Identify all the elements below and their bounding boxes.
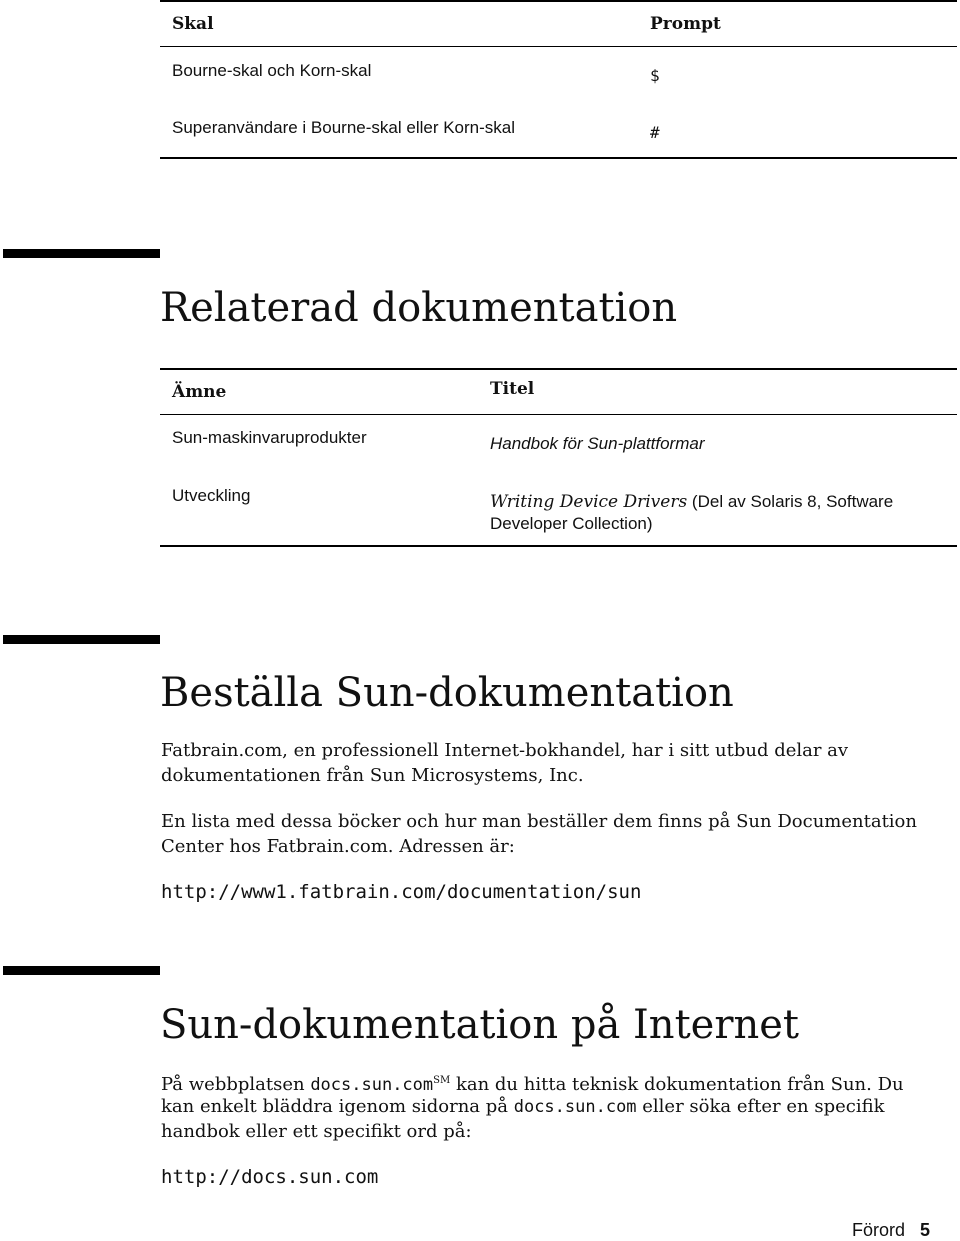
table-cell-shell: Superanvändare i Bourne-skal eller Korn-skal — [172, 118, 516, 137]
text: kan du hitta teknisk dokumentation från Sun. Du — [450, 1074, 904, 1095]
service-mark: SM — [433, 1075, 451, 1086]
paragraph-line: handbok eller ett specifikt ord på: — [161, 1121, 472, 1142]
table-cell-prompt: # — [650, 123, 660, 142]
paragraph-line: Center hos Fatbrain.com. Adressen är: — [161, 836, 515, 857]
docs-url[interactable]: http://docs.sun.com — [161, 1166, 379, 1188]
table-cell-title: Handbok för Sun-plattformar — [490, 434, 705, 453]
text: kan enkelt bläddra igenom sidorna på — [161, 1096, 514, 1117]
order-url[interactable]: http://www1.fatbrain.com/documentation/sun — [161, 881, 642, 903]
table-cell-prompt: $ — [650, 66, 660, 85]
page-number: 5 — [919, 1220, 930, 1240]
section-bar — [3, 249, 160, 258]
table-cell-shell: Bourne-skal och Korn-skal — [172, 61, 372, 80]
site-name[interactable]: docs.sun.com — [310, 1075, 434, 1095]
paragraph-line: En lista med dessa böcker och hur man beställer dem finns på Sun Documentation — [161, 811, 917, 832]
section-bar — [3, 635, 160, 644]
section-heading: Beställa Sun-dokumentation — [160, 670, 734, 716]
paragraph-line: Fatbrain.com, en professionell Internet-bokhandel, har i sitt utbud delar av — [161, 740, 849, 761]
table-cell-topic: Sun-maskinvaruprodukter — [172, 428, 367, 447]
column-header-topic: Ämne — [172, 382, 227, 402]
section-bar — [3, 966, 160, 975]
section-heading: Relaterad dokumentation — [160, 285, 678, 331]
table-top-rule — [160, 368, 957, 370]
table-cell-title-line2: Developer Collection) — [490, 514, 653, 533]
table-header-rule — [160, 46, 957, 47]
footer — [852, 1220, 930, 1241]
column-header-title: Titel — [490, 379, 535, 399]
footer-section: Förord — [851, 1220, 905, 1240]
column-header-shell: Skal — [172, 14, 214, 34]
table-top-rule — [160, 0, 957, 2]
paragraph-line — [161, 1094, 885, 1120]
column-header-prompt: Prompt — [650, 14, 721, 34]
book-title-note: (Del av Solaris 8, Software — [687, 492, 894, 511]
book-title: Writing Device Drivers — [490, 492, 688, 512]
table-bottom-rule — [160, 157, 957, 159]
table-header-rule — [160, 414, 957, 415]
table-cell-title — [490, 492, 893, 512]
site-name[interactable]: docs.sun.com — [513, 1097, 637, 1117]
text: På webbplatsen — [161, 1074, 311, 1095]
section-heading: Sun-dokumentation på Internet — [160, 1002, 799, 1048]
table-cell-topic: Utveckling — [172, 486, 251, 505]
table-bottom-rule — [160, 545, 957, 547]
paragraph-line: dokumentationen från Sun Microsystems, Inc. — [161, 765, 584, 786]
text: eller söka efter en specifik — [636, 1096, 885, 1117]
